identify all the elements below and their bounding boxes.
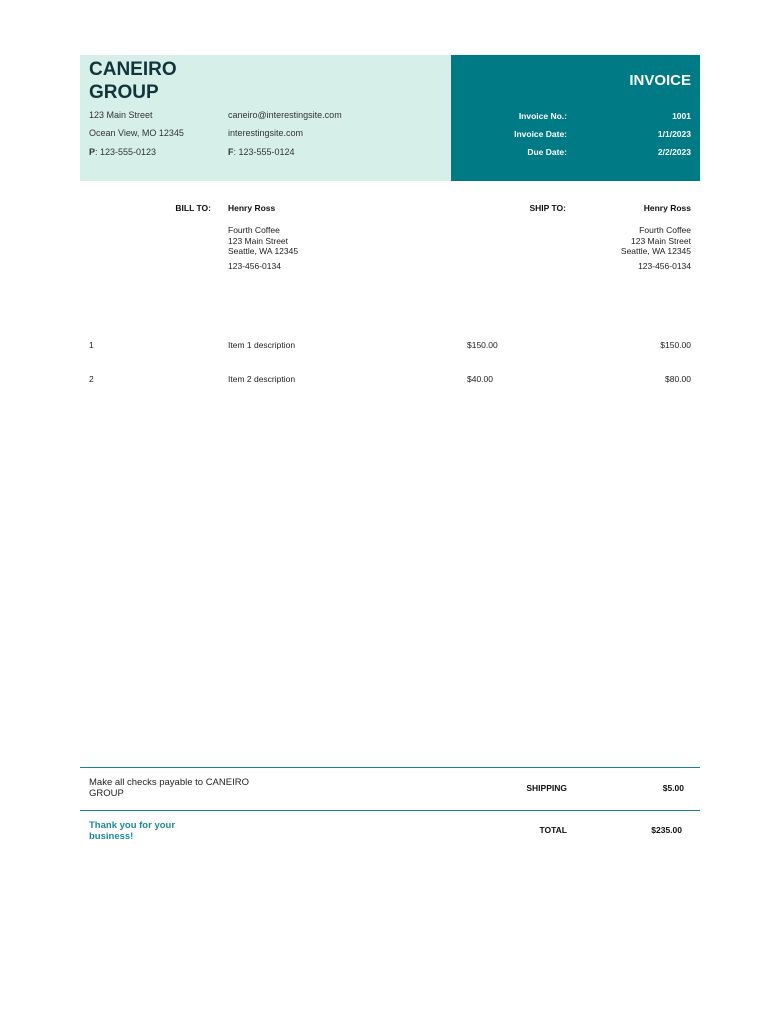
shipping-label: SHIPPING xyxy=(526,783,567,793)
invoice-title: INVOICE xyxy=(629,72,691,89)
bill-to-label: BILL TO: xyxy=(175,203,211,213)
item-total: $80.00 xyxy=(665,374,691,384)
bill-to-city: Seattle, WA 12345 xyxy=(228,246,299,256)
bill-to-street: 123 Main Street xyxy=(228,235,289,246)
bill-to-name: Henry Ross xyxy=(228,203,276,213)
ship-to-company: Fourth Coffee xyxy=(639,225,691,235)
footer-divider-top xyxy=(80,767,700,768)
phone-number: : 123-555-0123 xyxy=(95,147,157,157)
invoice-number-label: Invoice No.: xyxy=(518,111,567,121)
item-unit-price: $150.00 xyxy=(467,340,498,350)
bill-to-phone: 123-456-0134 xyxy=(228,261,281,271)
item-qty: 1 xyxy=(89,340,94,350)
bill-to-company: Fourth Coffee xyxy=(228,225,280,235)
company-address-line1: 123 Main Street xyxy=(89,110,153,120)
shipping-value: $5.00 xyxy=(662,783,684,793)
invoice-date: 1/1/2023 xyxy=(657,129,691,139)
invoice-header xyxy=(451,55,700,181)
company-fax xyxy=(228,147,295,157)
item-total: $150.00 xyxy=(660,340,691,350)
footer-divider-bottom xyxy=(80,810,700,811)
company-header xyxy=(80,55,451,181)
item-unit-price: $40.00 xyxy=(467,374,493,384)
fax-label: F xyxy=(228,147,234,157)
due-date: 2/2/2023 xyxy=(657,147,691,157)
total-value: $235.00 xyxy=(651,825,682,835)
due-date-label: Due Date: xyxy=(527,147,567,157)
invoice-date-label: Invoice Date: xyxy=(514,129,567,139)
item-qty: 2 xyxy=(89,374,94,384)
item-description: Item 2 description xyxy=(228,374,296,384)
thank-you-note: Thank you for your business! xyxy=(89,820,176,842)
total-label: TOTAL xyxy=(539,825,567,835)
company-email: caneiro@interestingsite.com xyxy=(228,110,342,120)
company-address-line2: Ocean View, MO 12345 xyxy=(89,128,184,138)
ship-to-name: Henry Ross xyxy=(643,203,691,213)
fax-number: : 123-555-0124 xyxy=(233,147,295,157)
ship-to-street: 123 Main Street xyxy=(630,235,691,246)
ship-to-phone: 123-456-0134 xyxy=(638,261,691,271)
company-website: interestingsite.com xyxy=(228,128,304,138)
ship-to-label: SHIP TO: xyxy=(529,203,566,213)
company-phone xyxy=(89,147,156,157)
item-description: Item 1 description xyxy=(228,340,296,350)
phone-label: P xyxy=(89,147,96,157)
ship-to-city: Seattle, WA 12345 xyxy=(620,246,691,256)
company-name: CANEIRO GROUP xyxy=(89,59,177,103)
payable-note: Make all checks payable to CANEIRO GROUP xyxy=(89,777,249,799)
invoice-number: 1001 xyxy=(672,111,691,121)
